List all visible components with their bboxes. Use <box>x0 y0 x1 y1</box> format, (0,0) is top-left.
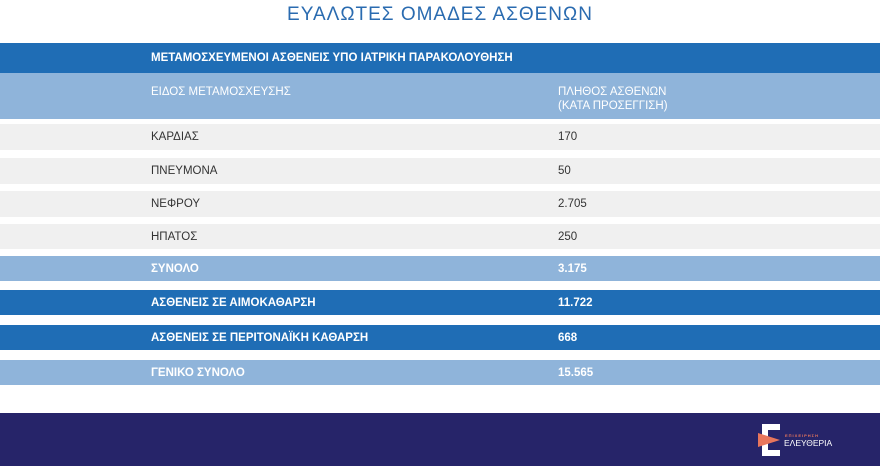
table-row: ΝΕΦΡΟΥ 2.705 <box>0 191 880 217</box>
table-row: ΠΝΕΥΜΟΝΑ 50 <box>0 158 880 184</box>
table-row: ΗΠΑΤΟΣ 250 <box>0 224 880 249</box>
logo-title: ΕΛΕΥΘΕΡΙΑ <box>784 438 833 448</box>
column-header-type: ΕΙΔΟΣ ΜΕΤΑΜΟΣΧΕΥΣΗΣ <box>151 86 291 98</box>
column-header-row <box>0 73 880 119</box>
table-row: ΚΑΡΔΙΑΣ 170 <box>0 124 880 150</box>
page-title: ΕΥΑΛΩΤΕΣ ΟΜΑΔΕΣ ΑΣΘΕΝΩΝ <box>287 4 593 25</box>
hemodialysis-row: ΑΣΘΕΝΕΙΣ ΣΕ ΑΙΜΟΚΑΘΑΡΣΗ 11.722 <box>0 290 880 315</box>
subtotal-row: ΣΥΝΟΛΟ 3.175 <box>0 256 880 281</box>
peritoneal-row: ΑΣΘΕΝΕΙΣ ΣΕ ΠΕΡΙΤΟΝΑΪΚΗ ΚΑΘΑΡΣΗ 668 <box>0 325 880 350</box>
footer-bar <box>0 413 880 466</box>
logo-subtitle: ΕΠΙΧΕΙΡΗΣΗ <box>785 433 819 438</box>
column-header-count: ΠΛΗΘΟΣ ΑΣΘΕΝΩΝ (ΚΑΤΑ ΠΡΟΣΕΓΓΙΣΗ) <box>558 86 668 112</box>
section-header-label: ΜΕΤΑΜΟΣΧΕΥΜΕΝΟΙ ΑΣΘΕΝΕΙΣ ΥΠΟ ΙΑΤΡΙΚΗ ΠΑΡΑΚΟΛΟΥΘΗΣΗ <box>151 52 513 64</box>
section-header <box>0 43 880 73</box>
grand-total-row: ΓΕΝΙΚΟ ΣΥΝΟΛΟ 15.565 <box>0 360 880 385</box>
